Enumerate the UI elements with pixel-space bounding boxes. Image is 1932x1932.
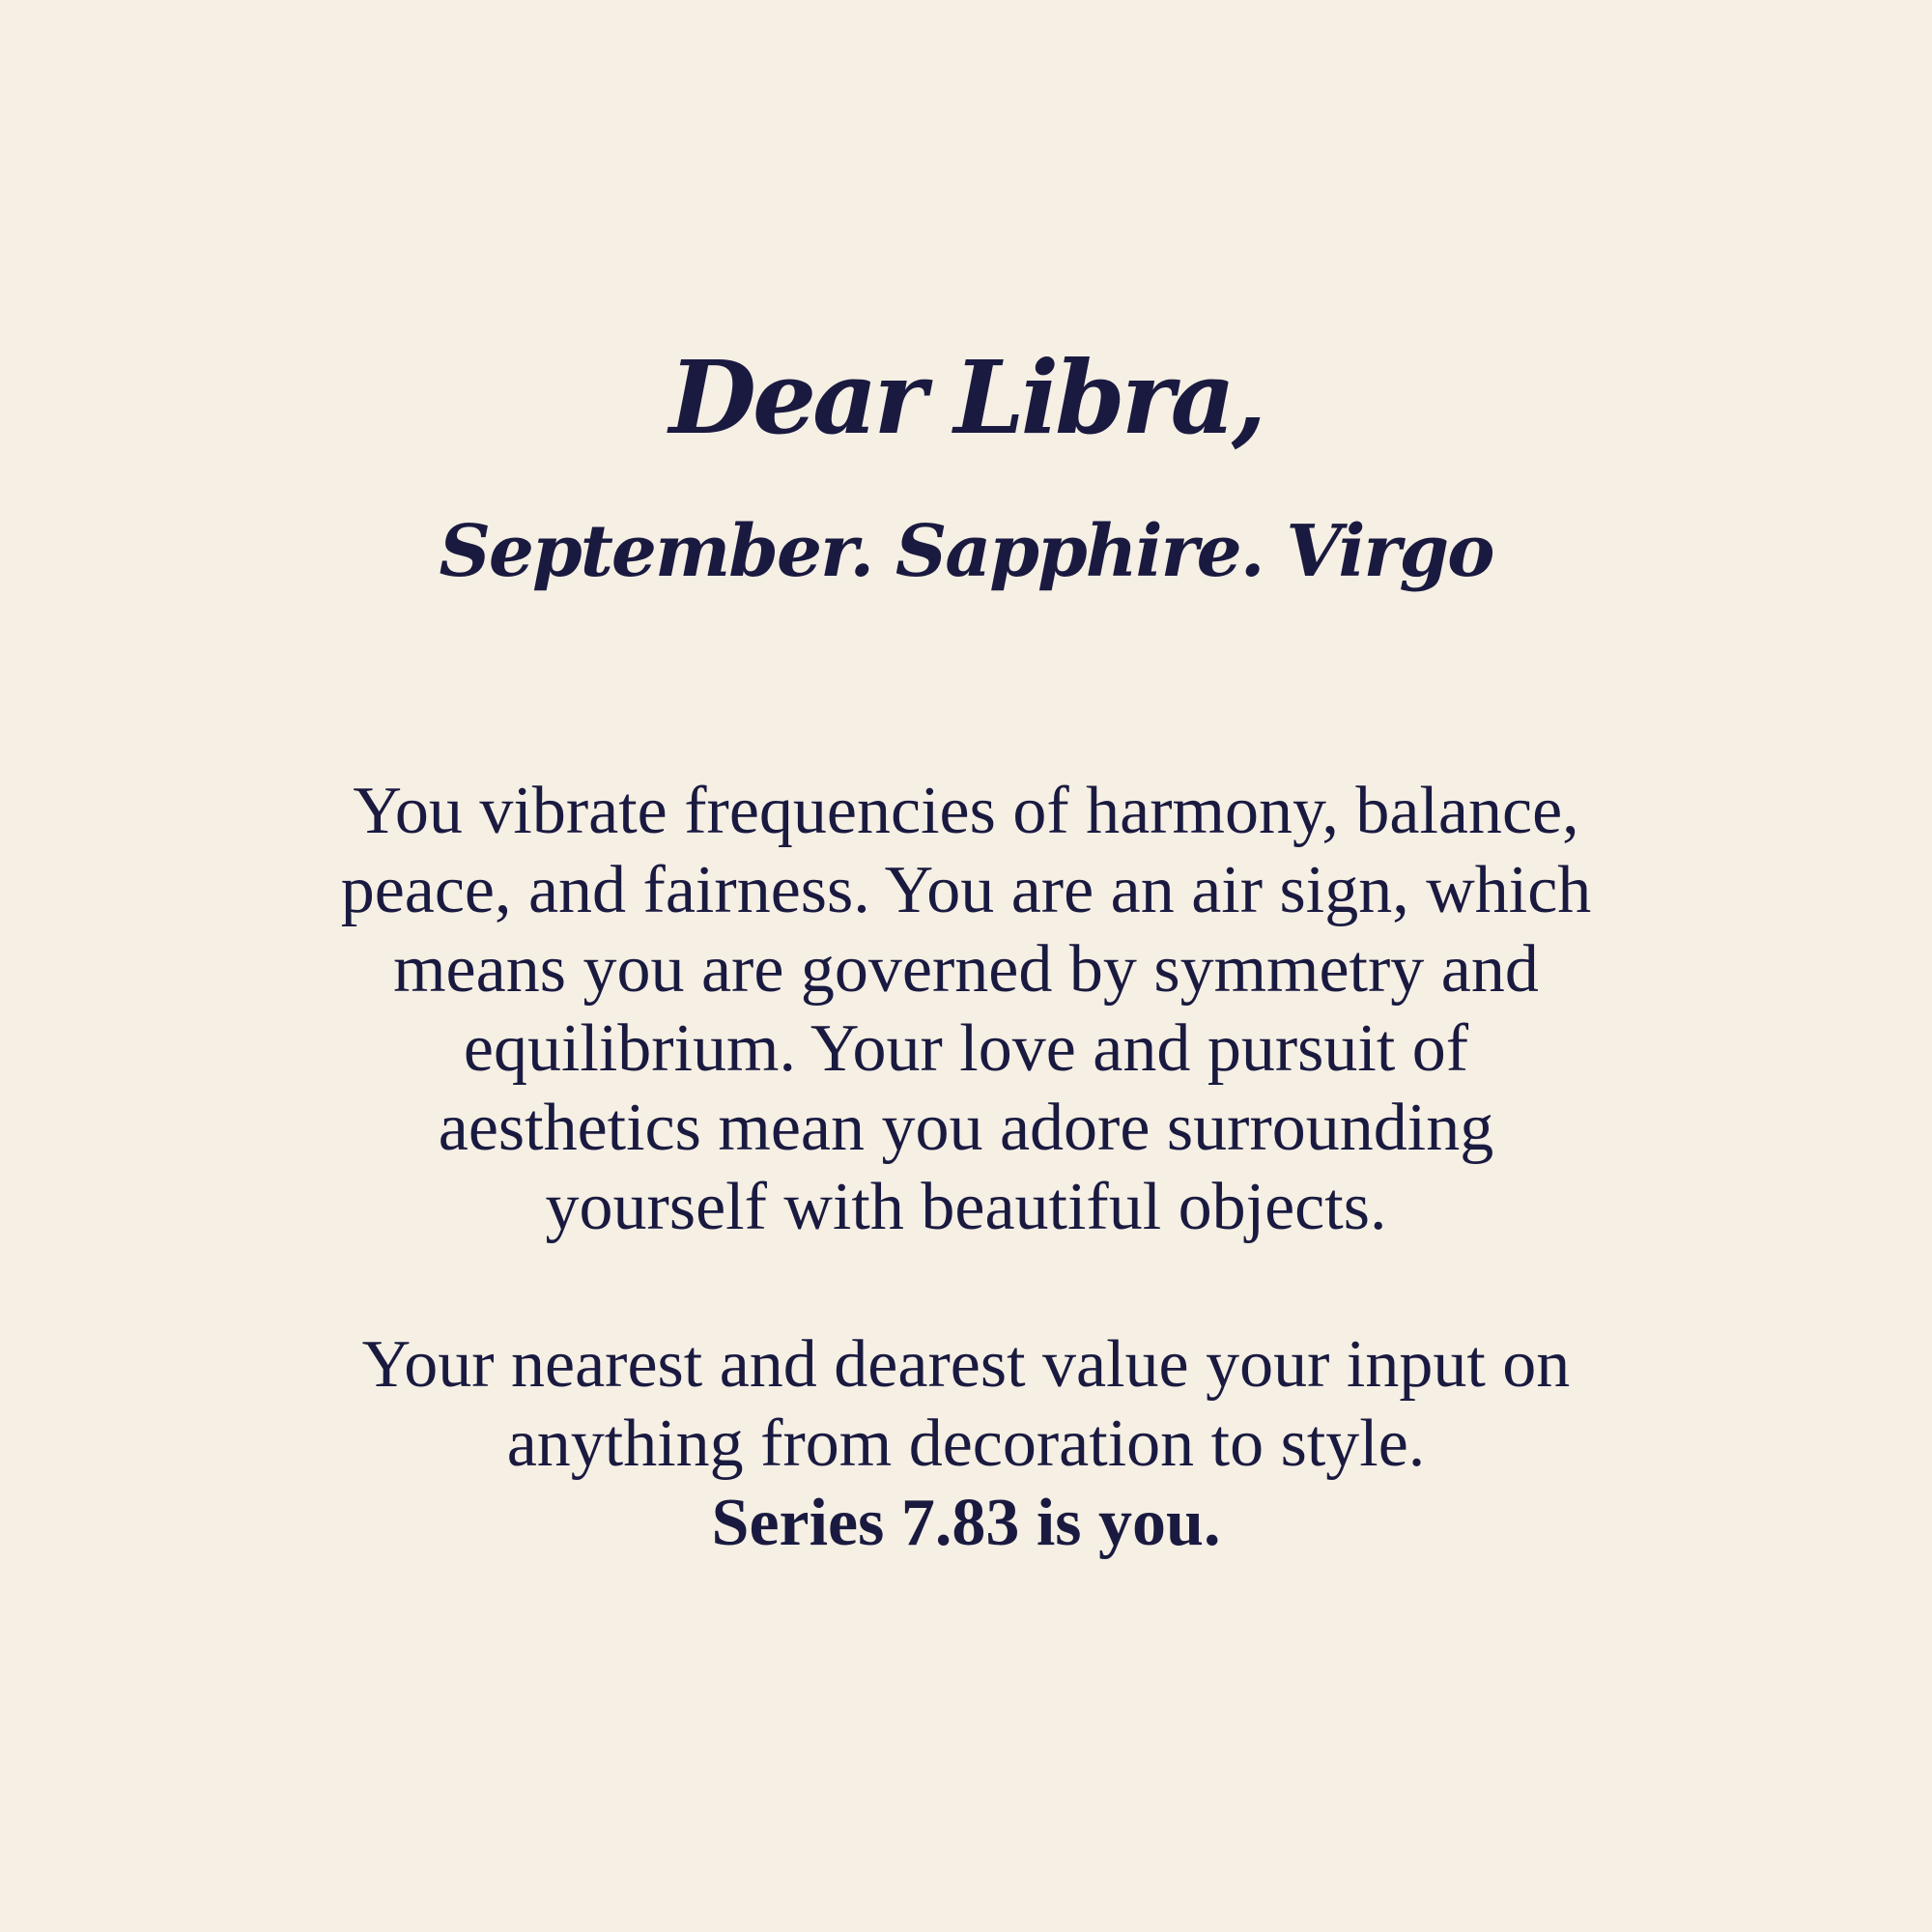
paragraph-line: anything from decoration to style.: [506, 1406, 1426, 1481]
paragraph-line: aesthetics mean you adore surrounding: [438, 1091, 1494, 1165]
subtitle-heading: September. Sapphire. Virgo: [439, 510, 1493, 593]
closing-paragraph: [242, 1325, 1690, 1563]
paragraph-line: Your nearest and dearest value your input on: [361, 1327, 1571, 1402]
paragraph-line: equilibrium. Your love and pursuit of: [463, 1011, 1469, 1086]
paragraph-line: peace, and fairness. You are an air sign, which: [340, 853, 1592, 927]
paragraph-line: means you are governed by symmetry and: [393, 932, 1539, 1007]
closing-statement: Series 7.83 is you.: [711, 1486, 1221, 1560]
paragraph-line: You vibrate frequencies of harmony, balance,: [353, 774, 1579, 848]
paragraph-line: yourself with beautiful objects.: [545, 1170, 1387, 1244]
greeting-heading: Dear Libra,: [668, 338, 1264, 457]
description-paragraph: [242, 772, 1690, 1247]
